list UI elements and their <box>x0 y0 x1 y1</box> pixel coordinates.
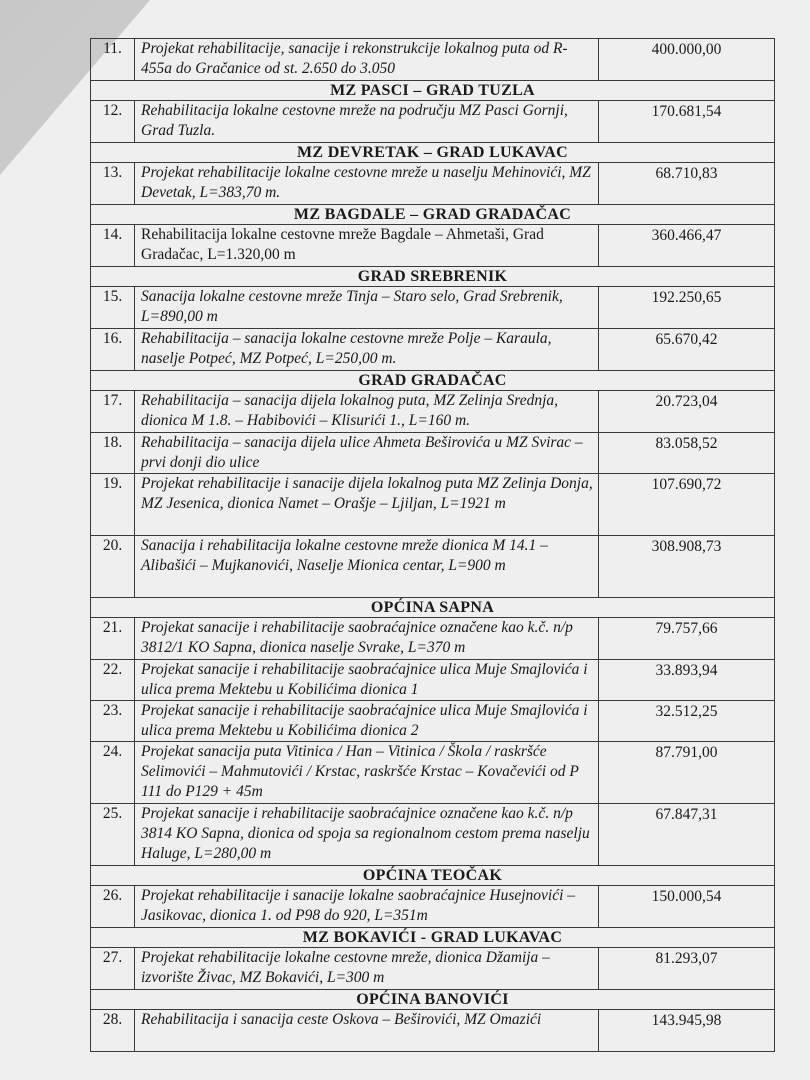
item-description: Sanacija i rehabilitacija lokalne cestovne mreže dionica M 14.1 – Alibašići – Mujkanovići, Naselje Mionica centar, L=900 m <box>135 536 599 598</box>
item-amount: 87.791,00 <box>599 742 775 804</box>
table-row <box>91 660 775 701</box>
item-number: 28. <box>91 1010 135 1052</box>
section-title: OPĆINA TEOČAK <box>91 866 775 886</box>
item-number: 15. <box>91 287 135 329</box>
item-amount: 192.250,65 <box>599 287 775 329</box>
project-table <box>90 38 775 1052</box>
section-title: OPĆINA BANOVIĆI <box>91 990 775 1010</box>
item-description: Projekat rehabilitacije lokalne cestovne mreže u naselju Mehinovići, MZ Devetak, L=383,70 m. <box>135 163 599 205</box>
table-row <box>91 742 775 804</box>
document <box>90 38 774 1052</box>
item-description: Rehabilitacija i sanacija ceste Oskova – Beširovići, MZ Omazići <box>135 1010 599 1052</box>
table-row <box>91 225 775 267</box>
section-header-row <box>91 205 775 225</box>
item-description: Rehabilitacija – sanacija dijela ulice Ahmeta Beširovića u MZ Svirac – prvi donji dio ulice <box>135 433 599 474</box>
item-description: Projekat rehabilitacije i sanacije dijela lokalnog puta MZ Zelinja Donja, MZ Jesenica, dionica Namet – Orašje – Ljiljan, L=1921 m <box>135 474 599 536</box>
item-amount: 360.466,47 <box>599 225 775 267</box>
item-description: Rehabilitacija lokalne cestovne mreže na području MZ Pasci Gornji, Grad Tuzla. <box>135 101 599 143</box>
item-description: Sanacija lokalne cestovne mreže Tinja – Staro selo, Grad Srebrenik, L=890,00 m <box>135 287 599 329</box>
item-number: 17. <box>91 391 135 433</box>
table-row <box>91 329 775 371</box>
section-header-row <box>91 81 775 101</box>
section-title: GRAD GRADAČAC <box>91 371 775 391</box>
item-description: Rehabilitacija lokalne cestovne mreže Bagdale – Ahmetaši, Grad Gradačac, L=1.320,00 m <box>135 225 599 267</box>
item-amount: 32.512,25 <box>599 701 775 742</box>
table-row <box>91 701 775 742</box>
section-title: MZ BAGDALE – GRAD GRADAČAC <box>91 205 775 225</box>
item-amount: 170.681,54 <box>599 101 775 143</box>
item-number: 20. <box>91 536 135 598</box>
item-amount: 20.723,04 <box>599 391 775 433</box>
table-row <box>91 804 775 866</box>
item-number: 14. <box>91 225 135 267</box>
item-number: 16. <box>91 329 135 371</box>
table-row <box>91 536 775 598</box>
table-row <box>91 618 775 660</box>
item-description: Projekat sanacija puta Vitinica / Han – Vitinica / Škola / raskršće Selimovići – Mahmutovići / Krstac, raskršće Krstac – Kovačevići od P 111 do P129 + 45m <box>135 742 599 804</box>
item-amount: 68.710,83 <box>599 163 775 205</box>
item-amount: 308.908,73 <box>599 536 775 598</box>
project-table-body <box>91 39 775 1052</box>
section-header-row <box>91 143 775 163</box>
section-header-row <box>91 928 775 948</box>
item-amount: 33.893,94 <box>599 660 775 701</box>
table-row <box>91 886 775 928</box>
item-amount: 83.058,52 <box>599 433 775 474</box>
item-description: Projekat rehabilitacije lokalne cestovne mreže, dionica Džamija – izvorište Živac, MZ Bokavići, L=300 m <box>135 948 599 990</box>
table-row <box>91 287 775 329</box>
item-amount: 400.000,00 <box>599 39 775 81</box>
item-number: 21. <box>91 618 135 660</box>
item-amount: 150.000,54 <box>599 886 775 928</box>
table-row <box>91 101 775 143</box>
item-number: 23. <box>91 701 135 742</box>
item-number: 26. <box>91 886 135 928</box>
item-number: 27. <box>91 948 135 990</box>
section-title: MZ PASCI – GRAD TUZLA <box>91 81 775 101</box>
section-header-row <box>91 267 775 287</box>
section-title: OPĆINA SAPNA <box>91 598 775 618</box>
table-row <box>91 948 775 990</box>
item-description: Rehabilitacija – sanacija lokalne cestovne mreže Polje – Karaula, naselje Potpeć, MZ Potpeć, L=250,00 m. <box>135 329 599 371</box>
table-row <box>91 39 775 81</box>
section-title: MZ DEVRETAK – GRAD LUKAVAC <box>91 143 775 163</box>
item-number: 18. <box>91 433 135 474</box>
item-number: 22. <box>91 660 135 701</box>
item-number: 19. <box>91 474 135 536</box>
table-row <box>91 163 775 205</box>
table-row <box>91 474 775 536</box>
item-description: Rehabilitacija – sanacija dijela lokalnog puta, MZ Zelinja Srednja, dionica M 1.8. – Habibovići – Klisurići 1., L=160 m. <box>135 391 599 433</box>
item-amount: 79.757,66 <box>599 618 775 660</box>
item-number: 24. <box>91 742 135 804</box>
table-row <box>91 391 775 433</box>
item-description: Projekat sanacije i rehabilitacije saobraćajnice označene kao k.č. n/p 3812/1 KO Sapna, dionica naselje Svrake, L=370 m <box>135 618 599 660</box>
item-description: Projekat sanacije i rehabilitacije saobraćajnice ulica Muje Smajlovića i ulica prema Mektebu u Kobilićima dionica 2 <box>135 701 599 742</box>
item-number: 25. <box>91 804 135 866</box>
item-amount: 81.293,07 <box>599 948 775 990</box>
item-description: Projekat rehabilitacije i sanacije lokalne saobraćajnice Husejnovići – Jasikovac, dionica 1. od P98 do 920, L=351m <box>135 886 599 928</box>
section-header-row <box>91 598 775 618</box>
item-amount: 67.847,31 <box>599 804 775 866</box>
item-amount: 65.670,42 <box>599 329 775 371</box>
section-title: GRAD SREBRENIK <box>91 267 775 287</box>
section-header-row <box>91 371 775 391</box>
table-row <box>91 1010 775 1052</box>
item-description: Projekat sanacije i rehabilitacije saobraćajnice ulica Muje Smajlovića i ulica prema Mektebu u Kobilićima dionica 1 <box>135 660 599 701</box>
item-number: 11. <box>91 39 135 81</box>
item-amount: 143.945,98 <box>599 1010 775 1052</box>
section-header-row <box>91 866 775 886</box>
item-description: Projekat rehabilitacije, sanacije i rekonstrukcije lokalnog puta od R-455a do Gračanice od st. 2.650 do 3.050 <box>135 39 599 81</box>
item-number: 13. <box>91 163 135 205</box>
item-description: Projekat sanacije i rehabilitacije saobraćajnice označene kao k.č. n/p 3814 KO Sapna, dionica od spoja sa regionalnom cestom prema naselju Haluge, L=280,00 m <box>135 804 599 866</box>
item-number: 12. <box>91 101 135 143</box>
table-row <box>91 433 775 474</box>
section-header-row <box>91 990 775 1010</box>
item-amount: 107.690,72 <box>599 474 775 536</box>
section-title: MZ BOKAVIĆI - GRAD LUKAVAC <box>91 928 775 948</box>
